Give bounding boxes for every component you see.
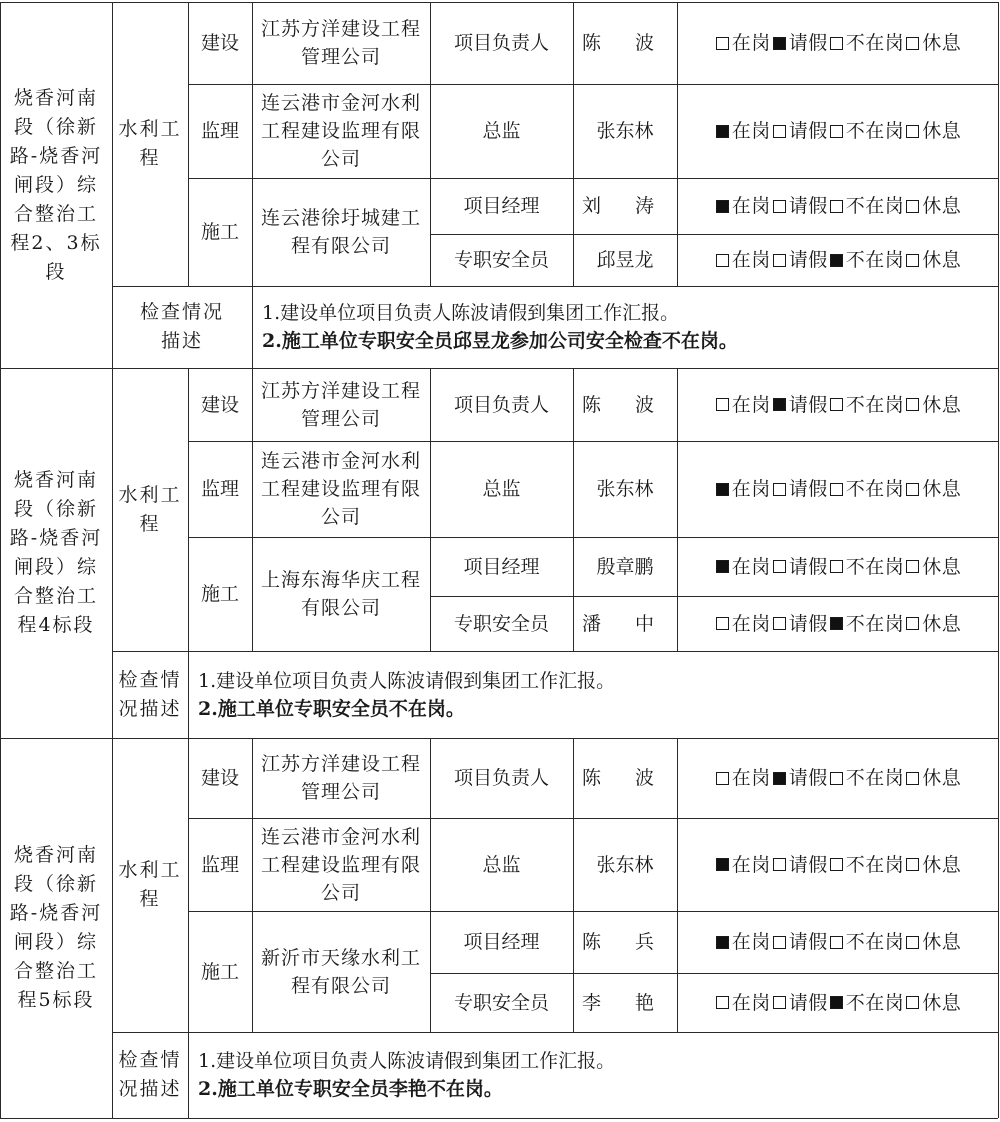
section-1-position: 总监 (482, 120, 521, 142)
status-option-label: 请假 (788, 555, 828, 578)
unchecked-box-icon (773, 200, 786, 213)
unchecked-box-icon (773, 617, 786, 630)
unchecked-box-icon (830, 560, 843, 573)
status-option-label: 休息 (922, 195, 962, 217)
unchecked-box-icon (830, 398, 843, 411)
section-3-position: 项目负责人 (453, 767, 549, 789)
status-option-label: 不在岗 (845, 32, 905, 54)
status-option-label: 不在岗 (845, 991, 905, 1014)
section-2-desc-label: 检查情况描述 (118, 668, 182, 720)
unchecked-box-icon (773, 254, 786, 267)
unchecked-box-icon (773, 560, 786, 573)
section-1-company-supervision: 连云港市金河水利工程建设监理有限公司 (260, 92, 421, 170)
section-2-role-construction: 建设 (200, 393, 239, 416)
status-option-label: 请假 (788, 991, 828, 1014)
checked-box-icon (716, 200, 729, 213)
status-option-label: 在岗 (731, 767, 771, 789)
status-option-label: 在岗 (731, 120, 771, 142)
section-3-person-name: 陈 兵 (581, 931, 669, 953)
unchecked-box-icon (773, 483, 786, 496)
section-3-role-builder: 施工 (200, 960, 239, 983)
unchecked-box-icon (830, 936, 843, 949)
section-2-right-border (998, 368, 999, 738)
section-3-position: 总监 (482, 853, 521, 876)
section-3-person-name: 陈 波 (581, 767, 669, 789)
unchecked-box-icon (906, 617, 919, 630)
unchecked-box-icon (716, 37, 729, 50)
unchecked-box-icon (906, 254, 919, 267)
section-1-attendance-status (677, 2, 998, 84)
section-3-bottom-line (0, 1118, 998, 1119)
section-1-attendance-status (677, 234, 998, 286)
section-3-attendance-status (677, 973, 998, 1032)
status-option-label: 在岗 (731, 931, 771, 953)
section-3-company-supervision: 连云港市金河水利工程建设监理有限公司 (260, 825, 421, 904)
status-option-label: 休息 (922, 478, 962, 500)
unchecked-box-icon (830, 200, 843, 213)
section-3-role-supervision: 监理 (200, 853, 239, 876)
section-1-attendance-status (677, 84, 998, 178)
section-1-role-builder: 施工 (200, 221, 239, 243)
checked-box-icon (716, 125, 729, 138)
section-3-inspection-description (198, 1032, 994, 1118)
section-1-project-name: 烧香河南段（徐新路-烧香河闸段）综合整治工程2、3标段 (9, 86, 103, 283)
section-1-person-name: 刘 涛 (581, 195, 669, 217)
unchecked-box-icon (906, 858, 919, 871)
checked-box-icon (830, 996, 843, 1009)
status-option-label: 不在岗 (845, 555, 905, 578)
section-3-person-name: 李 艳 (581, 991, 669, 1014)
section-2-attendance-status (677, 441, 998, 537)
status-option-label: 请假 (788, 853, 828, 876)
status-option-label: 请假 (788, 767, 828, 789)
status-option-label: 休息 (922, 555, 962, 578)
section-2-project-name: 烧香河南段（徐新路-烧香河闸段）综合整治工程4标段 (9, 469, 103, 636)
unchecked-box-icon (906, 996, 919, 1009)
section-1-right-border (998, 2, 999, 368)
checked-box-icon (773, 772, 786, 785)
unchecked-box-icon (906, 37, 919, 50)
section-1-company-construction: 江苏方洋建设工程管理公司 (260, 18, 421, 68)
status-option-label: 休息 (922, 931, 962, 953)
status-option-label: 在岗 (731, 195, 771, 217)
status-option-label: 在岗 (731, 32, 771, 54)
section-1-person-name: 张东林 (596, 120, 654, 142)
unchecked-box-icon (716, 398, 729, 411)
status-option-label: 休息 (922, 249, 962, 271)
description-line: 2.施工单位专职安全员邱昱龙参加公司安全检查不在岗。 (262, 330, 738, 352)
section-2-inspection-description (198, 651, 994, 738)
section-3-attendance-status (677, 738, 998, 818)
section-3-attendance-status (677, 818, 998, 911)
unchecked-box-icon (906, 772, 919, 785)
status-option-label: 请假 (788, 393, 828, 416)
unchecked-box-icon (906, 200, 919, 213)
section-3-project-name: 烧香河南段（徐新路-烧香河闸段）综合整治工程5标段 (9, 844, 103, 1011)
status-option-label: 休息 (922, 32, 962, 54)
status-option-label: 请假 (788, 931, 828, 953)
unchecked-box-icon (773, 858, 786, 871)
section-1-role-supervision: 监理 (200, 120, 239, 142)
section-2-role-builder: 施工 (200, 583, 239, 605)
status-option-label: 休息 (922, 767, 962, 789)
section-2-person-name: 殷章鹏 (596, 555, 654, 578)
section-1-company-builder: 连云港徐圩城建工程有限公司 (260, 207, 421, 257)
status-option-label: 请假 (788, 195, 828, 217)
section-2-category: 水利工程 (118, 483, 182, 535)
section-1-desc-col-line (252, 286, 253, 368)
section-3-right-border (998, 738, 999, 1118)
section-3-role-construction: 建设 (200, 767, 239, 789)
section-2-position: 项目经理 (463, 555, 540, 578)
section-3-company-builder: 新沂市天缘水利工程有限公司 (260, 946, 421, 997)
unchecked-box-icon (773, 125, 786, 138)
section-2-attendance-status (677, 537, 998, 596)
checked-box-icon (773, 37, 786, 50)
section-1-position: 项目负责人 (453, 32, 549, 54)
checked-box-icon (773, 398, 786, 411)
unchecked-box-icon (830, 772, 843, 785)
section-3-attendance-status (677, 911, 998, 973)
section-2-person-name: 张东林 (596, 478, 654, 500)
checked-box-icon (716, 483, 729, 496)
section-1-person-name: 陈 波 (581, 32, 669, 54)
section-1-position: 专职安全员 (453, 249, 549, 271)
status-option-label: 不在岗 (845, 612, 905, 635)
section-1-person-name: 邱昱龙 (596, 249, 654, 271)
status-option-label: 在岗 (731, 853, 771, 876)
unchecked-box-icon (906, 398, 919, 411)
section-3-person-name: 张东林 (596, 853, 654, 876)
status-option-label: 请假 (788, 612, 828, 635)
status-option-label: 不在岗 (845, 931, 905, 953)
section-2-attendance-status (677, 368, 998, 441)
section-2-person-name: 潘 中 (581, 612, 669, 635)
unchecked-box-icon (830, 483, 843, 496)
section-2-attendance-status (677, 596, 998, 651)
section-3-company-construction: 江苏方洋建设工程管理公司 (260, 753, 421, 803)
section-3-desc-col-line (188, 1032, 189, 1118)
status-option-label: 不在岗 (845, 767, 905, 789)
status-option-label: 请假 (788, 249, 828, 271)
section-2-company-supervision: 连云港市金河水利工程建设监理有限公司 (260, 450, 421, 528)
section-1-category: 水利工程 (118, 118, 182, 169)
section-1-role-construction: 建设 (200, 32, 239, 54)
status-option-label: 休息 (922, 853, 962, 876)
section-2-person-name: 陈 波 (581, 393, 669, 416)
section-1-inspection-description (262, 286, 994, 368)
unchecked-box-icon (716, 996, 729, 1009)
checked-box-icon (716, 560, 729, 573)
unchecked-box-icon (716, 617, 729, 630)
section-2-desc-col-line (188, 651, 189, 738)
status-option-label: 在岗 (731, 555, 771, 578)
unchecked-box-icon (716, 772, 729, 785)
unchecked-box-icon (830, 37, 843, 50)
status-option-label: 休息 (922, 393, 962, 416)
section-2-role-supervision: 监理 (200, 478, 239, 500)
status-option-label: 在岗 (731, 991, 771, 1014)
section-3-position: 项目经理 (463, 931, 540, 953)
status-option-label: 不在岗 (845, 853, 905, 876)
section-2-company-builder: 上海东海华庆工程有限公司 (260, 569, 421, 619)
unchecked-box-icon (906, 483, 919, 496)
unchecked-box-icon (906, 125, 919, 138)
unchecked-box-icon (773, 996, 786, 1009)
status-option-label: 不在岗 (845, 478, 905, 500)
status-option-label: 休息 (922, 120, 962, 142)
section-2-position: 总监 (482, 478, 521, 500)
description-line: 1.建设单位项目负责人陈波请假到集团工作汇报。 (262, 302, 680, 324)
status-option-label: 在岗 (731, 393, 771, 416)
unchecked-box-icon (906, 560, 919, 573)
section-2-company-construction: 江苏方洋建设工程管理公司 (260, 379, 421, 430)
section-1-attendance-status (677, 178, 998, 234)
description-line: 1.建设单位项目负责人陈波请假到集团工作汇报。 (198, 1050, 616, 1072)
description-line: 2.施工单位专职安全员不在岗。 (198, 697, 465, 720)
section-3-position: 专职安全员 (453, 991, 549, 1014)
unchecked-box-icon (716, 254, 729, 267)
description-line: 1.建设单位项目负责人陈波请假到集团工作汇报。 (198, 669, 616, 692)
status-option-label: 不在岗 (845, 393, 905, 416)
status-option-label: 请假 (788, 32, 828, 54)
unchecked-box-icon (773, 936, 786, 949)
status-option-label: 在岗 (731, 249, 771, 271)
status-option-label: 在岗 (731, 612, 771, 635)
unchecked-box-icon (830, 858, 843, 871)
section-1-desc-label: 检查情况描述 (139, 301, 224, 352)
section-3-category: 水利工程 (118, 859, 182, 910)
status-option-label: 请假 (788, 120, 828, 142)
status-option-label: 请假 (788, 478, 828, 500)
checked-box-icon (830, 254, 843, 267)
checked-box-icon (830, 617, 843, 630)
checked-box-icon (716, 858, 729, 871)
status-option-label: 不在岗 (845, 249, 905, 271)
status-option-label: 休息 (922, 991, 962, 1014)
status-option-label: 休息 (922, 612, 962, 635)
description-line: 2.施工单位专职安全员李艳不在岗。 (198, 1078, 503, 1100)
unchecked-box-icon (830, 125, 843, 138)
section-2-position: 项目负责人 (453, 393, 549, 416)
status-option-label: 在岗 (731, 478, 771, 500)
section-1-position: 项目经理 (463, 195, 540, 217)
checked-box-icon (716, 936, 729, 949)
section-3-desc-label: 检查情况描述 (118, 1049, 182, 1100)
status-option-label: 不在岗 (845, 195, 905, 217)
section-2-position: 专职安全员 (453, 612, 549, 635)
unchecked-box-icon (906, 936, 919, 949)
status-option-label: 不在岗 (845, 120, 905, 142)
